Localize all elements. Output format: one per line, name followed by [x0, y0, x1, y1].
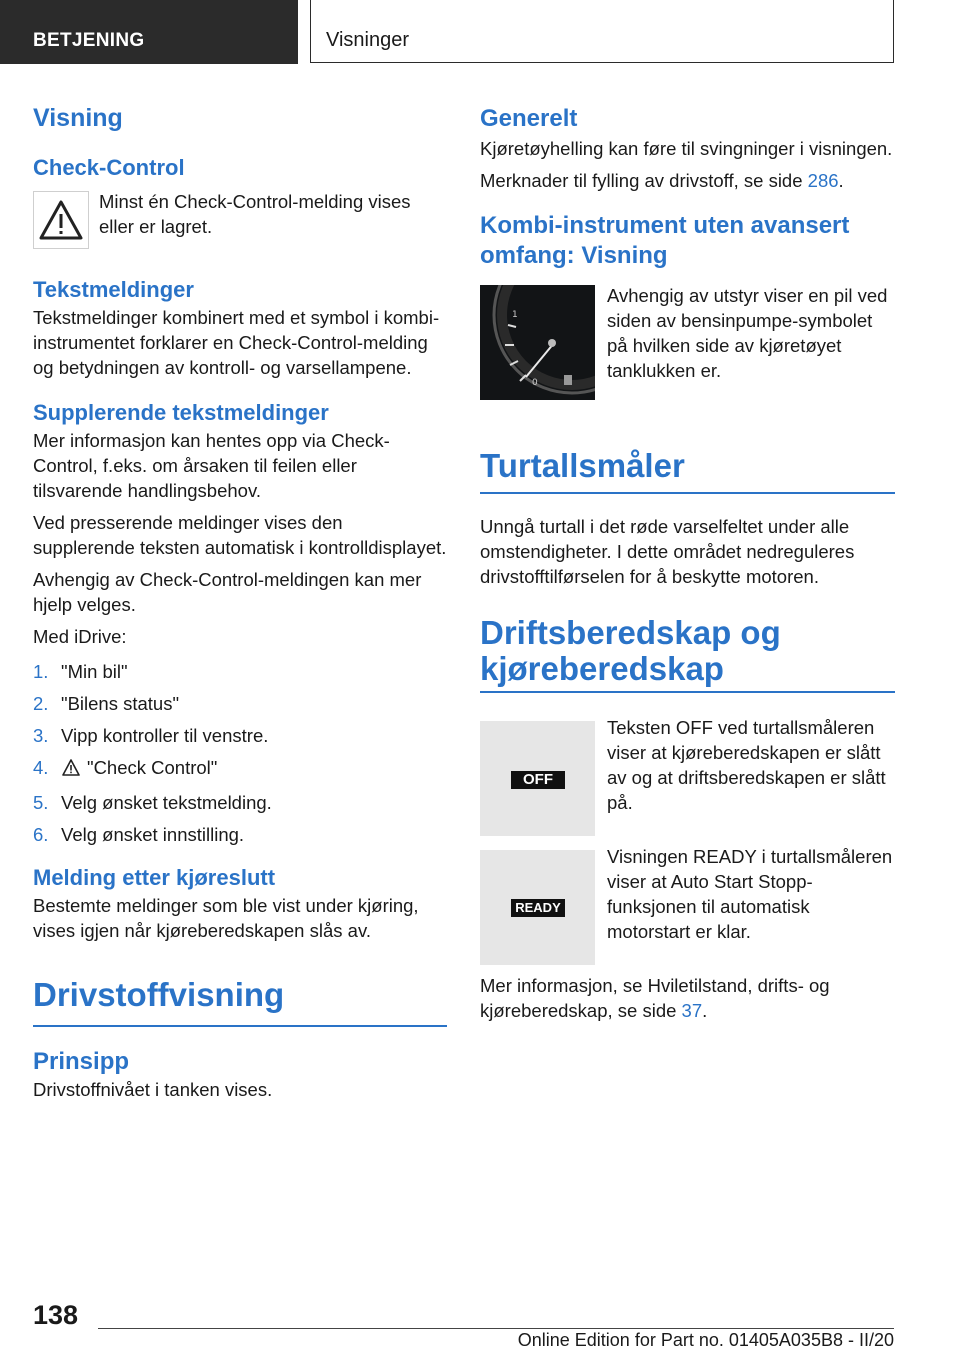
left-column: [33, 100, 447, 1102]
kombi-figure: [480, 285, 895, 410]
chapter-tab: [310, 0, 894, 63]
fuel-gauge-image: [480, 285, 595, 400]
footer-edition: Online Edition for Part no. 01405A035B8 - II/20: [517, 1330, 894, 1350]
mer-informasjon: Mer informasjon, se Hviletilstand, drifts- og kjøreberedskap, se side 37.: [480, 975, 830, 1021]
check-control-text: Minst én Check-Control-melding vises eller er lagret.: [99, 191, 411, 237]
heading-drivstoffvisning: Drivstoffvisning: [33, 975, 447, 1027]
list-item: 1. "Min bil": [33, 661, 128, 682]
generelt-p2: Merknader til fylling av drivstoff, se side 286.: [480, 170, 844, 191]
check-control-figure: [33, 191, 447, 263]
prinsipp-text: Drivstoffnivået i tanken vises.: [33, 1079, 273, 1100]
turtall-text: Unngå turtall i det røde varselfeltet under alle omstendigheter. I dette området nedreguleres drivstofftilførselen for å beskytte motoren.: [480, 516, 855, 587]
heading-check-control: Check-Control: [33, 155, 185, 180]
ready-label: READY: [511, 899, 565, 917]
ready-figure: [480, 846, 895, 985]
list-item: 6. Velg ønsket innstilling.: [33, 824, 245, 845]
small-warning-icon: [61, 758, 87, 783]
supplerende-p2: Ved presserende meldinger vises den supplerende teksten automatisk i kontrolldisplayet.: [33, 512, 447, 558]
ready-indicator-image: [480, 850, 595, 965]
med-idrive: Med iDrive:: [33, 626, 127, 647]
page-link-37[interactable]: 37: [681, 1000, 703, 1021]
kombi-text: Avhengig av utstyr viser en pil ved siden av bensinpumpe-symbolet på hvilken side av kjøretøyet tanklukken er.: [607, 285, 888, 381]
heading-melding: Melding etter kjøreslutt: [33, 865, 276, 890]
supplerende-p3: Avhengig av Check-Control-meldingen kan mer hjelp velges.: [33, 569, 422, 615]
list-item: 3. Vipp kontroller til venstre.: [33, 725, 269, 746]
list-item: 5. Velg ønsket tekstmelding.: [33, 792, 272, 813]
chapter-title: Visninger: [326, 29, 410, 51]
melding-text: Bestemte meldinger som ble vist under kjøring, vises igjen når kjøreberedskapen slås av.: [33, 895, 419, 941]
supplerende-p1: Mer informasjon kan hentes opp via Check-Control, f.eks. om årsaken til feilen eller tilsvarende handlingsbehov.: [33, 430, 390, 501]
heading-kombi: Kombi-instrument uten avansert omfang: Visning: [480, 212, 850, 269]
warning-triangle-icon: [33, 191, 89, 249]
off-figure: [480, 717, 895, 856]
heading-supplerende: Supplerende tekstmeldinger: [33, 400, 329, 425]
page-link-286[interactable]: 286: [807, 170, 839, 191]
heading-prinsipp: Prinsipp: [33, 1048, 130, 1075]
heading-visning: Visning: [33, 104, 123, 132]
page-number: 138: [33, 1300, 79, 1330]
heading-generelt: Generelt: [480, 105, 578, 132]
list-item: 2. "Bilens status": [33, 693, 180, 714]
svg-text:1: 1: [512, 310, 518, 320]
generelt-p1: Kjøretøyhelling kan føre til svingninger i visningen.: [480, 138, 893, 159]
tekstmeldinger-text: Tekstmeldinger kombinert med et symbol i kombi-instrumentet forklarer en Check-Control-melding og betydningen av kontroll- og varsellampene.: [33, 307, 440, 378]
idrive-steps: [33, 659, 447, 847]
heading-turtallsmaler: Turtallsmåler: [480, 446, 895, 494]
heading-tekstmeldinger: Tekstmeldinger: [33, 277, 194, 302]
footer-divider: [98, 1328, 894, 1329]
off-indicator-image: [480, 721, 595, 836]
section-title: BETJENING: [33, 30, 145, 51]
ready-text: Visningen READY i turtallsmåleren viser at Auto Start Stopp-funksjonen til automatisk motorstart er klar.: [607, 846, 893, 942]
heading-driftsberedskap: Driftsberedskap og kjøreberedskap: [480, 615, 895, 693]
section-tab: [0, 0, 298, 64]
svg-text:0: 0: [532, 378, 538, 388]
off-label: OFF: [511, 771, 565, 789]
off-text: Teksten OFF ved turtallsmåleren viser at kjøreberedskapen er slått av og at driftsberedskapen er slått på.: [607, 717, 886, 813]
right-column: [480, 100, 895, 1023]
list-item: 4. "Check Control": [33, 755, 447, 783]
